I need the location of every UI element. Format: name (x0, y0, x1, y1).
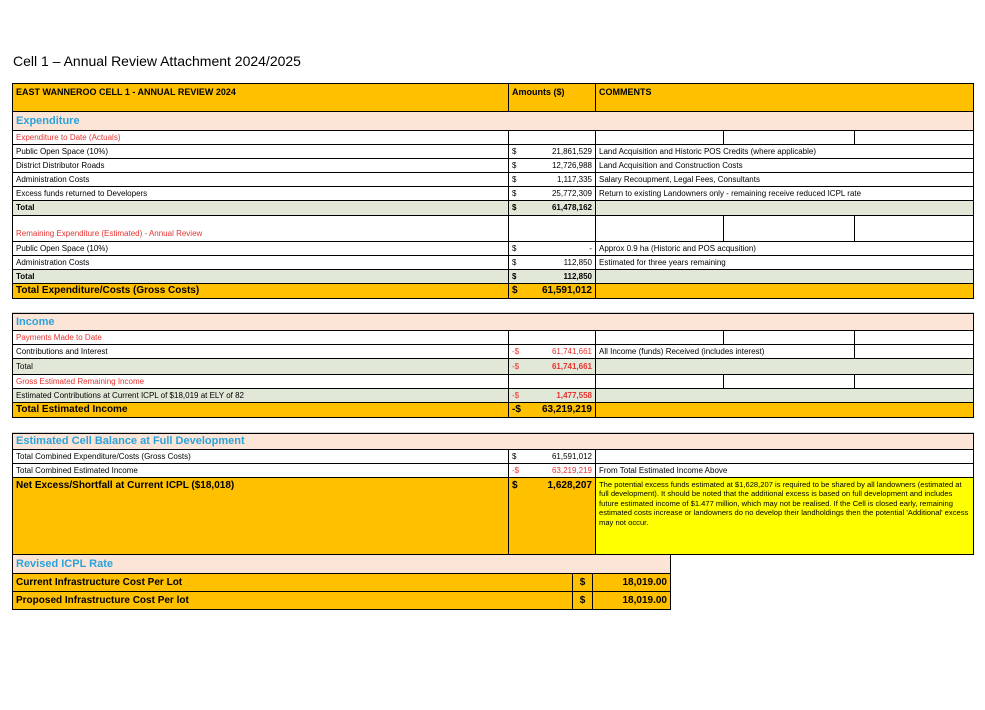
currency: -$ (509, 464, 521, 478)
currency: $ (509, 242, 521, 256)
table-row (12, 389, 974, 403)
table-row (12, 331, 974, 345)
expenditure-heading: Expenditure (12, 112, 974, 131)
row-label: Contributions and Interest (12, 345, 509, 359)
actuals-heading: Expenditure to Date (Actuals) (12, 131, 509, 145)
amount: 112,850 (521, 270, 596, 284)
row-label: Estimated Contributions at Current ICPL of $18,019 at ELY of 82 (12, 389, 509, 403)
empty-cell (596, 389, 974, 403)
empty-cell (509, 375, 596, 389)
amount: 61,741,661 (521, 359, 596, 375)
empty-cell (724, 331, 855, 345)
current-icpl-row (12, 574, 974, 592)
amount: 61,741,661 (521, 345, 596, 359)
empty-cell (596, 216, 724, 242)
spacer (12, 418, 974, 433)
amount: 112,850 (521, 256, 596, 270)
amount: - (521, 242, 596, 256)
row-label: Total Estimated Income (12, 403, 509, 418)
empty-cell (724, 216, 855, 242)
empty-cell (596, 450, 974, 464)
amount: 1,628,207 (521, 478, 596, 555)
row-label: Total (12, 359, 509, 375)
comment: Return to existing Landowners only - remaining receive reduced ICPL rate (596, 187, 974, 201)
row-label: District Distributor Roads (12, 159, 509, 173)
empty-cell (855, 375, 974, 389)
currency: $ (509, 450, 521, 464)
empty-cell (596, 284, 974, 299)
comment: Land Acquisition and Construction Costs (596, 159, 974, 173)
currency: $ (509, 478, 521, 555)
total-row (12, 270, 974, 284)
empty-cell (596, 131, 724, 145)
currency: $ (509, 145, 521, 159)
empty-cell (724, 375, 855, 389)
net-excess-row (12, 478, 974, 555)
empty-cell (509, 331, 596, 345)
comment: Approx 0.9 ha (Historic and POS acqusition) (596, 242, 974, 256)
document-title: Cell 1 – Annual Review Attachment 2024/2025 (13, 53, 301, 69)
currency: $ (509, 270, 521, 284)
empty-cell (855, 131, 974, 145)
total-row (12, 359, 974, 375)
currency: $ (509, 173, 521, 187)
empty-cell (509, 131, 596, 145)
icpl-heading: Revised ICPL Rate (12, 555, 671, 574)
row-label: Total Combined Expenditure/Costs (Gross Costs) (12, 450, 509, 464)
net-excess-note: The potential excess funds estimated at $1,628,207 is required to be shared by all landowners (estimated at full development). It should be noted that the additional excess is based on full development and includes future estimated income of $1.477 million, which may not be realised. If the Cell is closed early, remaining estimated costs increase or landowners do no develop their landholdings then the potential 'Additional' excess may not occur. (596, 478, 974, 555)
amount: 63,219,219 (521, 403, 596, 418)
comment: From Total Estimated Income Above (596, 464, 974, 478)
empty-cell (855, 216, 974, 242)
currency: -$ (509, 359, 521, 375)
table-row (12, 450, 974, 464)
row-label: Total (12, 201, 509, 216)
amount: 61,591,012 (521, 450, 596, 464)
gross-income-heading: Gross Estimated Remaining Income (12, 375, 509, 389)
empty-cell (596, 270, 974, 284)
empty-cell (596, 403, 974, 418)
gross-total-row (12, 284, 974, 299)
empty-cell (855, 331, 974, 345)
currency: $ (509, 187, 521, 201)
currency: $ (509, 201, 521, 216)
annual-review-table (12, 83, 974, 610)
proposed-icpl-row (12, 592, 974, 610)
empty-cell (596, 375, 724, 389)
amount: 61,591,012 (521, 284, 596, 299)
table-row (12, 131, 974, 145)
amount: 25,772,309 (521, 187, 596, 201)
table-row (12, 159, 974, 173)
row-label: Total Combined Estimated Income (12, 464, 509, 478)
table-title: EAST WANNEROO CELL 1 - ANNUAL REVIEW 2024 (12, 84, 509, 112)
currency: -$ (509, 345, 521, 359)
comment: Estimated for three years remaining (596, 256, 974, 270)
row-label: Public Open Space (10%) (12, 145, 509, 159)
amount: 18,019.00 (593, 574, 671, 592)
table-row (12, 242, 974, 256)
table-row (12, 216, 974, 242)
empty-cell (596, 201, 974, 216)
row-label: Excess funds returned to Developers (12, 187, 509, 201)
table-row (12, 187, 974, 201)
table-row (12, 464, 974, 478)
balance-heading: Estimated Cell Balance at Full Development (12, 434, 974, 450)
table-row (12, 173, 974, 187)
table-header-row (12, 83, 974, 112)
amount: 1,477,558 (521, 389, 596, 403)
row-label: Total Expenditure/Costs (Gross Costs) (12, 284, 509, 299)
row-label: Total (12, 270, 509, 284)
row-label: Administration Costs (12, 173, 509, 187)
spacer (12, 299, 974, 313)
empty-cell (596, 331, 724, 345)
amount: 18,019.00 (593, 592, 671, 610)
comments-header: COMMENTS (596, 84, 974, 112)
amount: 1,117,335 (521, 173, 596, 187)
table-row (12, 375, 974, 389)
empty-cell (855, 345, 974, 359)
empty-cell (724, 131, 855, 145)
total-estimated-income-row (12, 403, 974, 418)
currency: -$ (509, 389, 521, 403)
comment: Land Acquisition and Historic POS Credits (where applicable) (596, 145, 974, 159)
income-section-row (12, 313, 974, 331)
row-label: Current Infrastructure Cost Per Lot (12, 574, 573, 592)
currency: $ (509, 284, 521, 299)
table-row (12, 345, 974, 359)
remaining-heading: Remaining Expenditure (Estimated) - Annual Review (12, 216, 509, 242)
row-label: Net Excess/Shortfall at Current ICPL ($18,018) (12, 478, 509, 555)
amount: 21,861,529 (521, 145, 596, 159)
currency: $ (509, 159, 521, 173)
comment: Salary Recoupment, Legal Fees, Consultants (596, 173, 974, 187)
table-row (12, 145, 974, 159)
empty-cell (509, 216, 596, 242)
row-label: Public Open Space (10%) (12, 242, 509, 256)
currency: $ (573, 574, 593, 592)
currency: $ (573, 592, 593, 610)
row-label: Administration Costs (12, 256, 509, 270)
balance-section-row (12, 433, 974, 450)
currency: -$ (509, 403, 521, 418)
empty-cell (596, 359, 974, 375)
amount: 61,478,162 (521, 201, 596, 216)
row-label: Proposed Infrastructure Cost Per lot (12, 592, 573, 610)
comment: All Income (funds) Received (includes interest) (596, 345, 855, 359)
amount: 63,219,219 (521, 464, 596, 478)
amount: 12,726,988 (521, 159, 596, 173)
income-heading: Income (12, 314, 974, 331)
amounts-header: Amounts ($) (509, 84, 596, 112)
table-row (12, 256, 974, 270)
total-row (12, 201, 974, 216)
payments-heading: Payments Made to Date (12, 331, 509, 345)
currency: $ (509, 256, 521, 270)
icpl-section-row (12, 555, 974, 574)
expenditure-section-row (12, 112, 974, 131)
